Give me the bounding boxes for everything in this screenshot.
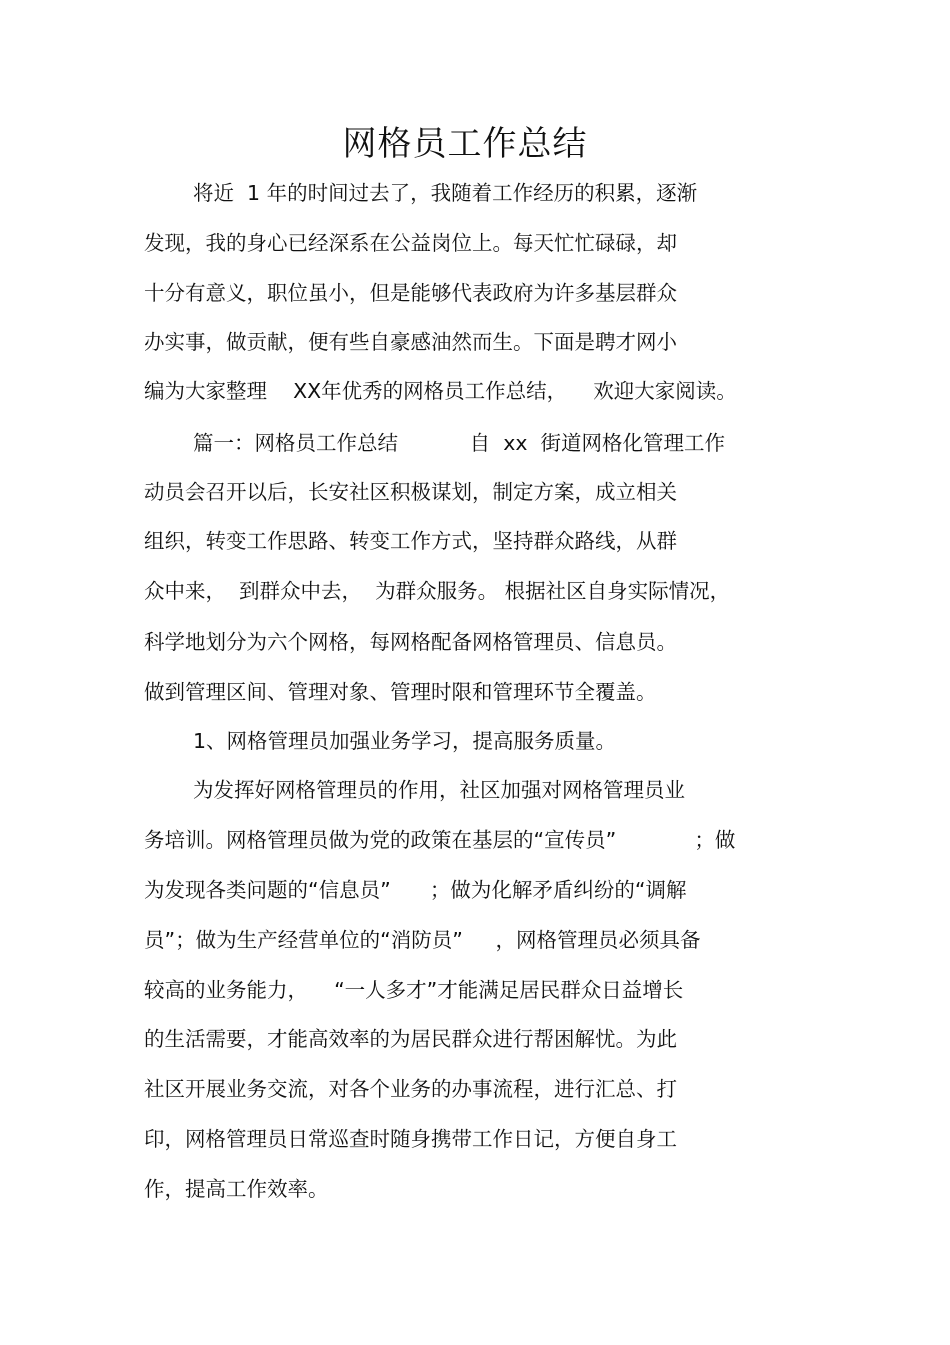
paragraph-line: 十分有意义，职位虽小，但是能够代表政府为许多基层群众 bbox=[144, 281, 677, 305]
paragraph-line: 为发现各类问题的“信息员” ；做为化解矛盾纠纷的“调解 bbox=[144, 878, 687, 902]
paragraph-line: 做到管理区间、管理对象、管理时限和管理环节全覆盖。 bbox=[144, 680, 657, 704]
paragraph-line: 的生活需要，才能高效率的为居民群众进行帮困解忧。为此 bbox=[144, 1027, 677, 1051]
paragraph-line: 科学地划分为六个网格，每网格配备网格管理员、信息员。 bbox=[144, 630, 677, 654]
paragraph-line: 发现，我的身心已经深系在公益岗位上。每天忙忙碌碌，却 bbox=[144, 231, 677, 255]
paragraph-line: 较高的业务能力， “一人多才”才能满足居民群众日益增长 bbox=[144, 978, 684, 1002]
paragraph-line: 编为大家整理 XX年优秀的网格员工作总结， 欢迎大家阅读。 bbox=[144, 379, 737, 403]
paragraph-line: 作，提高工作效率。 bbox=[144, 1177, 329, 1201]
paragraph-line: 众中来， 到群众中去， 为群众服务。 根据社区自身实际情况， bbox=[144, 579, 731, 603]
paragraph-line: 动员会召开以后，长安社区积极谋划，制定方案，成立相关 bbox=[144, 480, 677, 504]
section-heading: 1、网格管理员加强业务学习，提高服务质量。 bbox=[193, 729, 617, 753]
paragraph-line: 为发挥好网格管理员的作用，社区加强对网格管理员业 bbox=[193, 778, 685, 802]
paragraph-line: 务培训。网格管理员做为党的政策在基层的“宣传员” ；做 bbox=[144, 828, 736, 852]
paragraph-line: 印，网格管理员日常巡查时随身携带工作日记，方便自身工 bbox=[144, 1127, 677, 1151]
paragraph-line: 员”；做为生产经营单位的“消防员” ，网格管理员必须具备 bbox=[144, 928, 701, 952]
paragraph-line: 社区开展业务交流，对各个业务的办事流程，进行汇总、打 bbox=[144, 1077, 677, 1101]
paragraph-line: 办实事，做贡献，便有些自豪感油然而生。下面是聘才网小 bbox=[144, 330, 677, 354]
document-title: 网格员工作总结 bbox=[342, 124, 588, 164]
paragraph-line: 将近 1 年的时间过去了，我随着工作经历的积累，逐渐 bbox=[193, 181, 698, 205]
paragraph-line: 篇一：网格员工作总结 自 xx 街道网格化管理工作 bbox=[193, 431, 726, 455]
paragraph-line: 组织，转变工作思路、转变工作方式，坚持群众路线，从群 bbox=[144, 529, 677, 553]
